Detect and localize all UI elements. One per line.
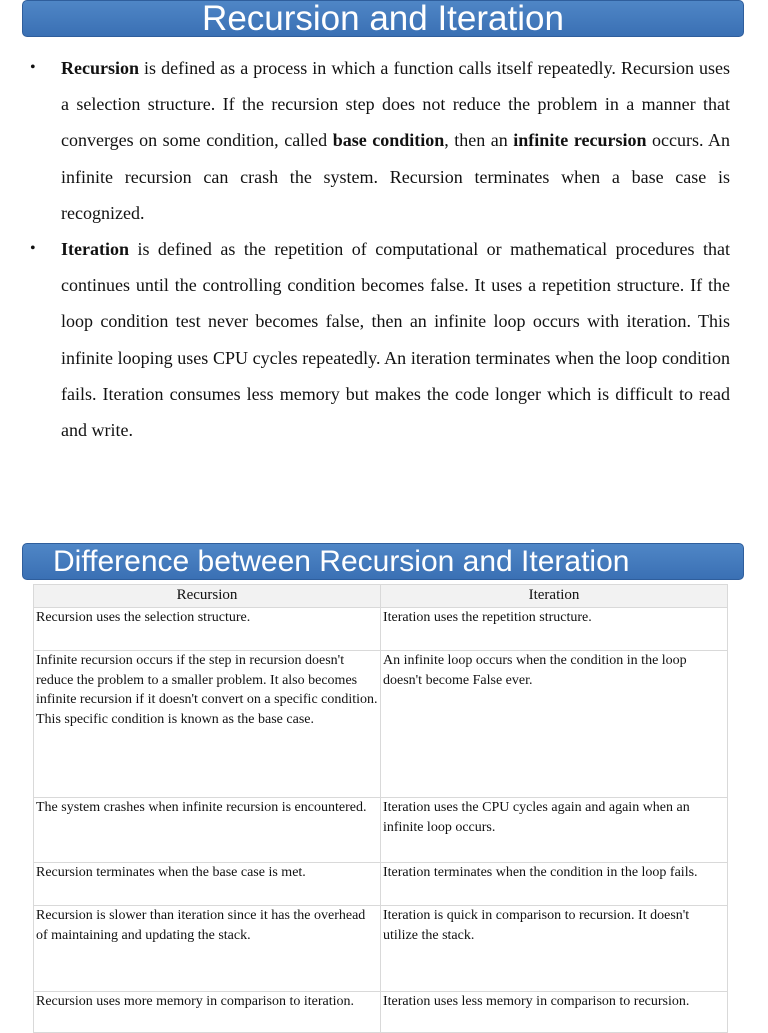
bullet-marker: • bbox=[30, 59, 36, 76]
table-row bbox=[34, 798, 728, 863]
iteration-cell: An infinite loop occurs when the condition in the loop doesn't become False ever. bbox=[381, 651, 728, 798]
table-row bbox=[34, 863, 728, 906]
iteration-cell: Iteration uses the CPU cycles again and again when an infinite loop occurs. bbox=[381, 798, 728, 863]
recursion-cell: Infinite recursion occurs if the step in recursion doesn't reduce the problem to a smaller problem. It also becomes infinite recursion if it doesn't convert on a specific condition. This specific condition is known as the base case. bbox=[34, 651, 381, 798]
iteration-cell: Iteration is quick in comparison to recursion. It doesn't utilize the stack. bbox=[381, 906, 728, 992]
bullet-recursion bbox=[30, 50, 730, 231]
table-row bbox=[34, 608, 728, 651]
comparison-table bbox=[33, 584, 728, 1033]
section-banner bbox=[22, 543, 744, 580]
iteration-cell: Iteration uses less memory in comparison to recursion. bbox=[381, 992, 728, 1033]
table-row bbox=[34, 906, 728, 992]
bullet-text: Recursion is defined as a process in which a function calls itself repeatedly. Recursion uses a selection structure. If the recursion step does not reduce the problem in a manner that converges on some condition, called base condition, then an infinite recursion occurs. An infinite recursion can crash the system. Recursion terminates when a base case is recognized. bbox=[61, 58, 731, 223]
title-banner bbox=[22, 0, 744, 37]
recursion-cell: Recursion uses more memory in comparison to iteration. bbox=[34, 992, 381, 1033]
bullet-iteration bbox=[30, 231, 730, 448]
iteration-cell: Iteration terminates when the condition in the loop fails. bbox=[381, 863, 728, 906]
section-title: Difference between Recursion and Iteration bbox=[53, 545, 630, 578]
table-row bbox=[34, 992, 728, 1033]
bullet-marker: • bbox=[30, 240, 36, 258]
recursion-cell: Recursion is slower than iteration since it has the overhead of maintaining and updating the stack. bbox=[34, 906, 381, 992]
bullet-text: Iteration is defined as the repetition of computational or mathematical procedures that continues until the controlling condition becomes false. It uses a repetition structure. If the loop condition test never becomes false, then an infinite loop occurs with iteration. This infinite looping uses CPU cycles repeatedly. An iteration terminates when the loop condition fails. Iteration consumes less memory but makes the code longer which is difficult to read and write. bbox=[61, 239, 730, 441]
recursion-cell: The system crashes when infinite recursion is encountered. bbox=[34, 798, 381, 863]
iteration-cell: Iteration uses the repetition structure. bbox=[381, 608, 728, 651]
recursion-cell: Recursion uses the selection structure. bbox=[34, 608, 381, 651]
table-header-row bbox=[34, 585, 728, 608]
column-header-recursion: Recursion bbox=[34, 585, 381, 608]
recursion-cell: Recursion terminates when the base case is met. bbox=[34, 863, 381, 906]
page-title: Recursion and Iteration bbox=[202, 0, 564, 38]
table-row bbox=[34, 651, 728, 798]
definition-list bbox=[30, 50, 730, 448]
column-header-iteration: Iteration bbox=[381, 585, 728, 608]
